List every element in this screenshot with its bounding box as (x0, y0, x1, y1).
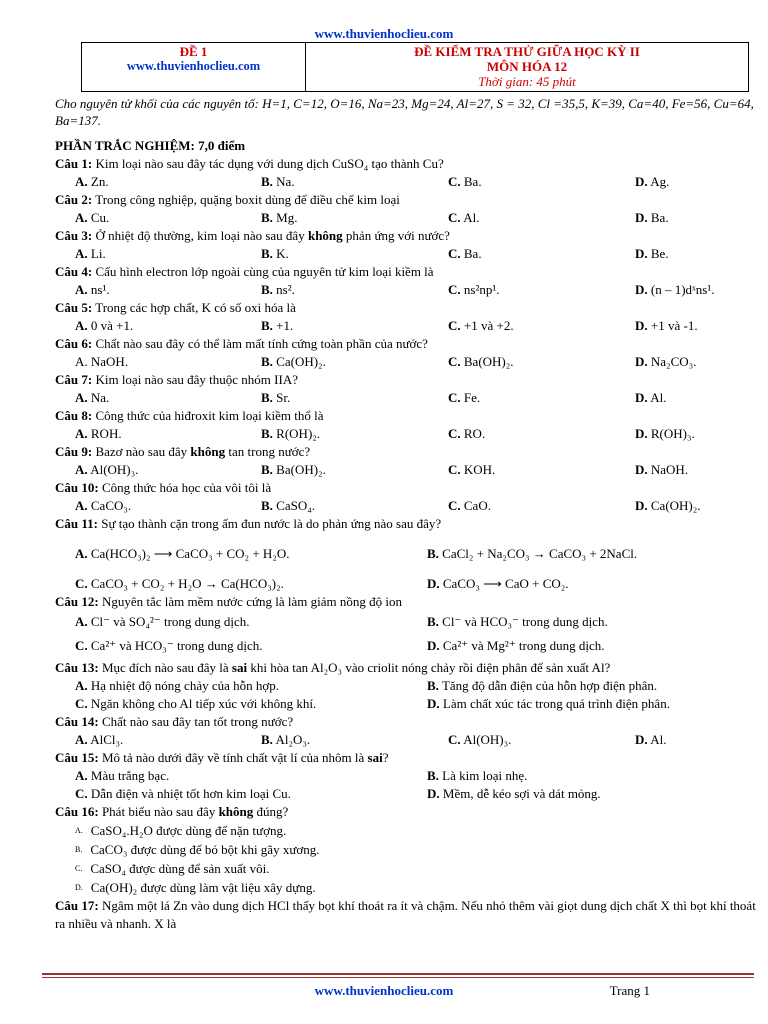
exam-header-box (81, 42, 749, 92)
exam-code: ĐỀ 1 (179, 44, 208, 59)
question-text: Kim loại nào sau đây tác dụng với dung dịch CuSO₄ tạo thành Cu? (92, 156, 444, 171)
question-4: Câu 4: Cấu hình electron lớp ngoài cùng của nguyên tử kim loại kiềm là (55, 264, 434, 279)
option-c[interactable]: C. Al(OH)₃. (448, 732, 512, 747)
options-row (55, 425, 760, 443)
options-row (55, 677, 760, 695)
page-number: Trang 1 (609, 983, 650, 998)
exam-title: ĐỀ KIỂM TRA THỬ GIỮA HỌC KỲ II (414, 44, 640, 59)
option-d[interactable]: D. Na₂CO₃. (635, 354, 697, 369)
option-b[interactable]: B. Tăng độ dẫn điện của hỗn hợp điện phân. (427, 678, 658, 693)
option-d[interactable]: D. Be. (635, 246, 669, 261)
options-row (55, 767, 760, 785)
exam-subject: MÔN HÓA 12 (486, 59, 568, 74)
option-d[interactable]: D. Mềm, dễ kéo sợi và dát mỏng. (427, 786, 601, 801)
option-a[interactable]: A. Ca(HCO₃)₂ ⟶ CaCO₃ + CO₂ + H₂O. (75, 546, 290, 561)
option-b[interactable]: B. Cl⁻ và HCO₃⁻ trong dung dịch. (427, 614, 608, 629)
options-row (55, 209, 760, 227)
option-b[interactable]: B. Na. (261, 174, 295, 189)
options-row (55, 695, 760, 713)
question-7: Câu 7: Kim loại nào sau đây thuộc nhóm IIA? (55, 372, 298, 387)
option-d[interactable]: D. R(OH)₃. (635, 426, 695, 441)
question-16: Câu 16: Phát biểu nào sau đây không đúng? (55, 804, 289, 819)
option-a[interactable]: A. Cu. (75, 210, 110, 225)
option-c[interactable]: C. Ba. (448, 246, 482, 261)
exam-time: Thời gian: 45 phút (478, 74, 576, 89)
footer-divider (42, 973, 754, 975)
option-a[interactable]: A. Hạ nhiệt độ nóng chảy của hỗn hợp. (75, 678, 279, 693)
option-d[interactable]: D. (n – 1)dˣns¹. (635, 282, 715, 297)
option-b[interactable]: B. Mg. (261, 210, 298, 225)
option-a[interactable]: $^{A.}$ CaSO₄.H₂O được dùng để nặn tượng. (75, 823, 287, 838)
question-8: Câu 8: Công thức của hiđroxit kim loại kiềm thổ là (55, 408, 324, 423)
option-d[interactable]: D. NaOH. (635, 462, 689, 477)
question-11: Câu 11: Sự tạo thành cặn trong ấm đun nước là do phản ứng nào sau đây? (55, 516, 442, 531)
option-c[interactable]: C. Ba. (448, 174, 482, 189)
option-a[interactable]: A. AlCl₃. (75, 732, 124, 747)
top-website-link[interactable]: www.thuvienhoclieu.com (314, 26, 454, 41)
option-d[interactable]: D. Al. (635, 732, 667, 747)
header-right-cell (306, 43, 748, 91)
question-2: Câu 2: Trong công nghiệp, quặng boxit dùng để điều chế kim loại (55, 192, 400, 207)
question-3: Câu 3: Ở nhiệt độ thường, kim loại nào sau đây không phản ứng với nước? (55, 228, 450, 243)
footer-divider-thin (42, 977, 754, 978)
option-d[interactable]: D. Ag. (635, 174, 670, 189)
option-a[interactable]: A. Li. (75, 246, 106, 261)
options-row (55, 575, 760, 593)
options-row (55, 281, 760, 299)
question-9: Câu 9: Bazơ nào sau đây không tan trong nước? (55, 444, 311, 459)
option-a[interactable]: A. 0 và +1. (75, 318, 134, 333)
option-c[interactable]: C. KOH. (448, 462, 496, 477)
option-a[interactable]: A. CaCO₃. (75, 498, 132, 513)
option-a[interactable]: A. NaOH. (75, 354, 129, 369)
option-b[interactable]: B. Là kim loại nhẹ. (427, 768, 528, 783)
options-row (55, 389, 760, 407)
option-d[interactable]: D. CaCO₃ ⟶ CaO + CO₂. (427, 576, 569, 591)
question-5: Câu 5: Trong các hợp chất, K có số oxi hóa là (55, 300, 296, 315)
options-row (55, 731, 760, 749)
option-a[interactable]: A. Na. (75, 390, 110, 405)
option-c[interactable]: $^{C.}$ CaSO₄ được dùng để sản xuất vôi. (75, 861, 270, 876)
option-b[interactable]: B. Ca(OH)₂. (261, 354, 326, 369)
option-b[interactable]: B. R(OH)₂. (261, 426, 321, 441)
question-15: Câu 15: Mô tả nào dưới đây về tính chất vật lí của nhôm là sai? (55, 750, 389, 765)
options-row (55, 461, 760, 479)
option-c[interactable]: C. CaO. (448, 498, 491, 513)
option-d[interactable]: D. Al. (635, 390, 667, 405)
header-website-link[interactable]: www.thuvienhoclieu.com (126, 59, 261, 73)
options-row (55, 173, 760, 191)
header-left-cell (82, 43, 306, 91)
options-row (55, 353, 760, 371)
option-b[interactable]: B. Sr. (261, 390, 291, 405)
question-17: Câu 17: Ngâm một lá Zn vào dung dịch HCl thấy bọt khí thoát ra ít và chậm. Nếu nhỏ thêm vài giọt dung dịch chất X thì bọt khí thoát ra nhiều và nhanh. X là (55, 898, 756, 931)
option-c[interactable]: C. Ngăn không cho Al tiếp xúc với không khí. (75, 696, 317, 711)
option-d[interactable]: $^{D.}$ Ca(OH)₂ được dùng làm vật liệu xây dựng. (75, 880, 316, 895)
question-6: Câu 6: Chất nào sau đây có thể làm mất tính cứng toàn phần của nước? (55, 336, 428, 351)
option-c[interactable]: C. ns²np¹. (448, 282, 500, 297)
option-c[interactable]: C. Dẫn điện và nhiệt tốt hơn kim loại Cu. (75, 786, 291, 801)
option-b[interactable]: B. Al₂O₃. (261, 732, 311, 747)
option-b[interactable]: B. CaSO₄. (261, 498, 316, 513)
question-label: Câu 1: (55, 156, 93, 171)
question-10: Câu 10: Công thức hóa học của vôi tôi là (55, 480, 272, 495)
question-14: Câu 14: Chất nào sau đây tan tốt trong nước? (55, 714, 294, 729)
section-title: PHẦN TRẮC NGHIỆM: 7,0 điểm (55, 138, 246, 153)
options-row (55, 633, 760, 659)
options-row (55, 245, 760, 263)
option-b[interactable]: $^{B.}$ CaCO₃ được dùng để bó bột khi gãy xương. (75, 842, 320, 857)
question-12: Câu 12: Nguyên tắc làm mềm nước cứng là làm giảm nồng độ ion (55, 594, 402, 609)
options-row (55, 785, 760, 803)
option-a[interactable]: A. Cl⁻ và SO₄²⁻ trong dung dịch. (75, 614, 250, 629)
option-c[interactable]: C. Ca²⁺ và HCO₃⁻ trong dung dịch. (75, 638, 263, 653)
option-a[interactable]: A. Màu trắng bạc. (75, 768, 170, 783)
atomic-mass-note: Cho nguyên tử khối của các nguyên tố: H=1, C=12, O=16, Na=23, Mg=24, Al=27, S = 32, Cl =35,5, K=39, Ca=40, Fe=56, Cu=64, Ba=137. (55, 96, 754, 128)
option-a[interactable]: A. ns¹. (75, 282, 110, 297)
option-d[interactable]: D. Ca(OH)₂. (635, 498, 701, 513)
option-c[interactable]: C. RO. (448, 426, 486, 441)
option-b[interactable]: B. CaCl₂ + Na₂CO₃ → CaCO₃ + 2NaCl. (427, 546, 638, 561)
option-a[interactable]: A. Zn. (75, 174, 109, 189)
option-d[interactable]: D. Ca²⁺ và Mg²⁺ trong dung dịch. (427, 638, 605, 653)
option-c[interactable]: C. Al. (448, 210, 480, 225)
options-row (55, 611, 760, 633)
footer-website-link[interactable]: www.thuvienhoclieu.com (314, 983, 454, 998)
exam-content (55, 95, 760, 933)
option-b[interactable]: B. +1. (261, 318, 294, 333)
option-b[interactable]: B. Ba(OH)₂. (261, 462, 326, 477)
options-row (55, 543, 760, 565)
option-d[interactable]: D. +1 và -1. (635, 318, 698, 333)
options-row (55, 317, 760, 335)
option-b[interactable]: B. K. (261, 246, 289, 261)
options-row (55, 497, 760, 515)
option-a[interactable]: A. Al(OH)₃. (75, 462, 139, 477)
option-c[interactable]: C. +1 và +2. (448, 318, 514, 333)
option-c[interactable]: C. Fe. (448, 390, 481, 405)
question-13: Câu 13: Mục đích nào sau đây là sai khi hòa tan Al₂O₃ vào criolit nóng chảy rồi điện phân để sản xuất Al? (55, 660, 611, 675)
option-b[interactable]: B. ns². (261, 282, 295, 297)
option-d[interactable]: D. Làm chất xúc tác trong quá trình điện phân. (427, 696, 670, 711)
option-a[interactable]: A. ROH. (75, 426, 122, 441)
question-1 (55, 155, 760, 173)
option-c[interactable]: C. Ba(OH)₂. (448, 354, 514, 369)
option-d[interactable]: D. Ba. (635, 210, 669, 225)
option-c[interactable]: C. CaCO₃ + CO₂ + H₂O → Ca(HCO₃)₂. (75, 576, 284, 591)
